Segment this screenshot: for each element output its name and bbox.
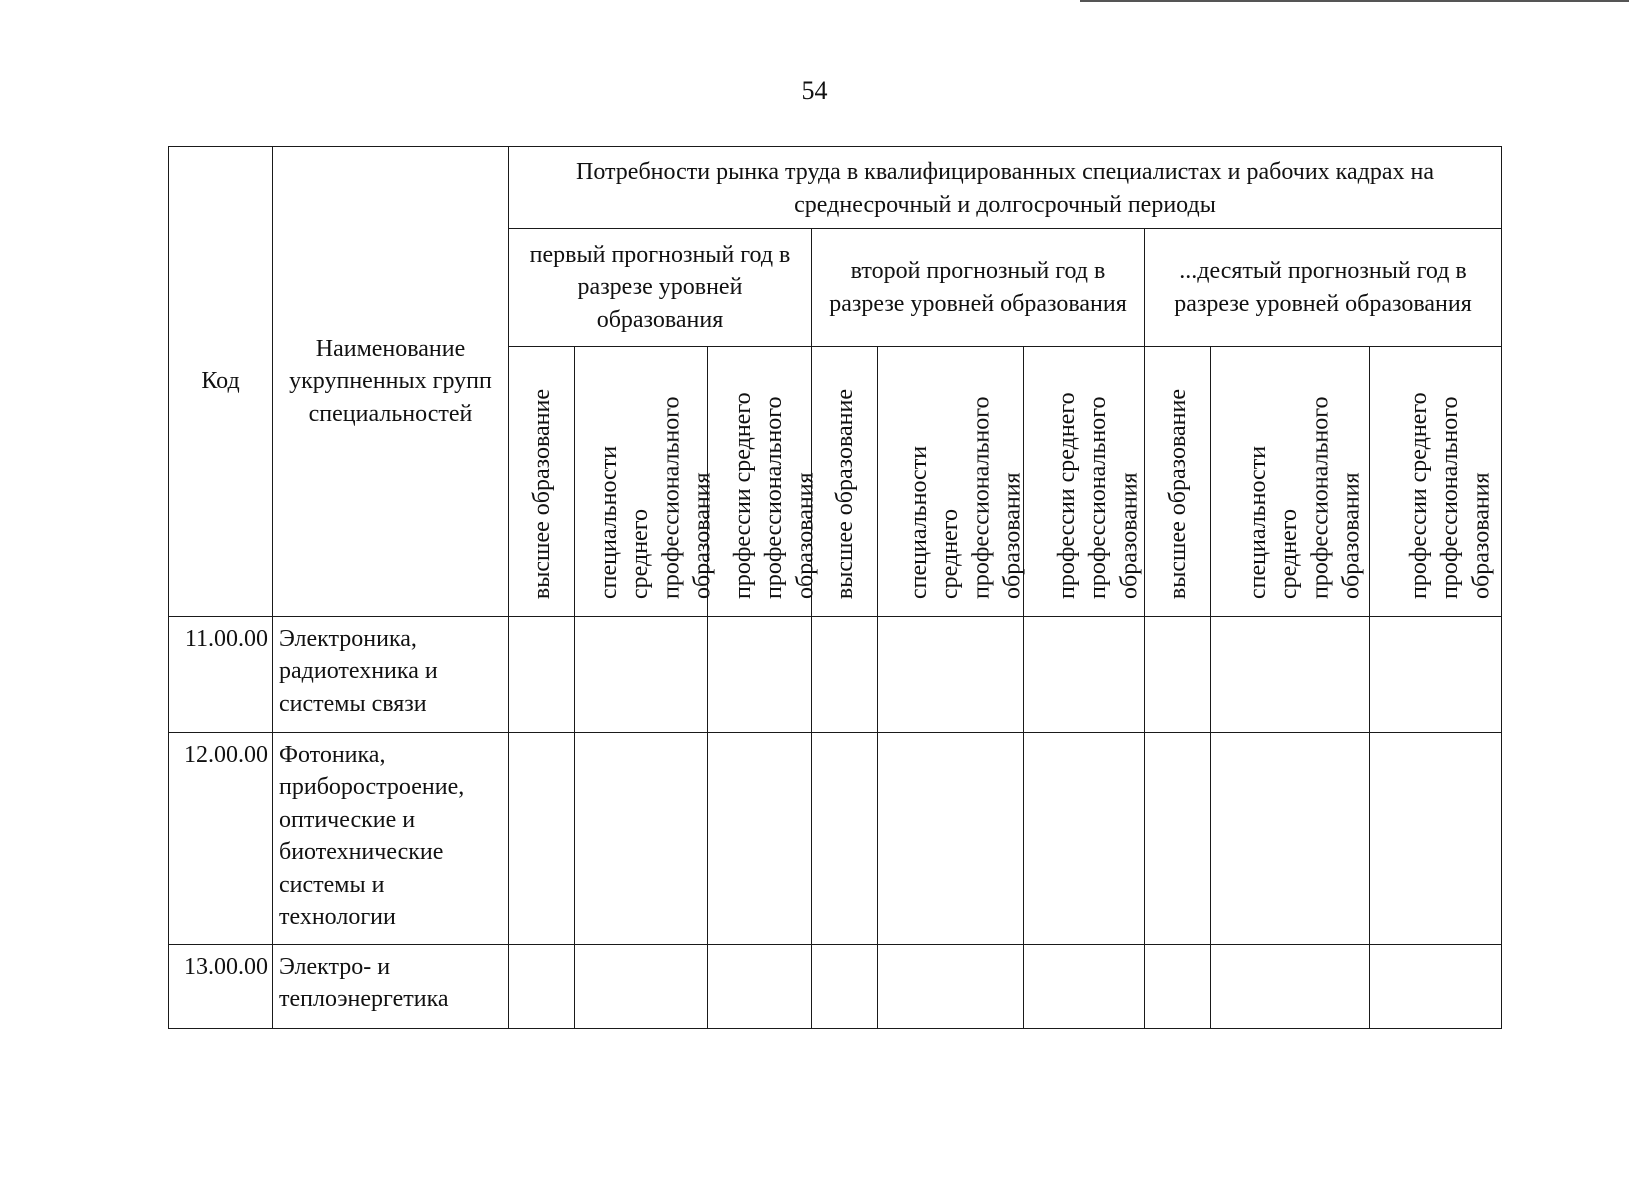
page-number: 54 [801, 76, 828, 105]
table-row [169, 617, 1502, 733]
data-cell [1370, 733, 1502, 945]
level-label: профессии среднего профессионального образования [729, 392, 818, 599]
data-cell [708, 945, 812, 1029]
data-cell [878, 945, 1024, 1029]
header-year-first: первый прогнозный год в разрезе уровней образования [509, 229, 812, 347]
labor-needs-table [168, 146, 1502, 1029]
data-cell [575, 617, 708, 733]
data-cell [1370, 945, 1502, 1029]
data-cell [878, 617, 1024, 733]
row-code: 11.00.00 [169, 617, 273, 733]
header-level-higher [1145, 347, 1211, 617]
scan-edge-line [1080, 0, 1629, 2]
data-cell [1024, 617, 1145, 733]
data-cell [1145, 733, 1211, 945]
level-label: специальности среднего профессионального образования [905, 396, 1026, 599]
header-year-second: второй прогнозный год в разрезе уровней образования [812, 229, 1145, 347]
data-cell [1145, 945, 1211, 1029]
level-label: профессии среднего профессионального образования [1405, 392, 1494, 599]
level-label: высшее образование [528, 388, 555, 599]
header-year-tenth: ...десятый прогнозный год в разрезе уровней образования [1145, 229, 1502, 347]
data-cell [1370, 617, 1502, 733]
header-labor-needs: Потребности рынка труда в квалифицированных специалистах и рабочих кадрах на среднесрочный и долгосрочный периоды [509, 147, 1502, 229]
row-group-name: Электроника, радиотехника и системы связи [273, 617, 509, 733]
level-label: специальности среднего профессионального образования [1245, 396, 1365, 599]
header-code: Код [169, 147, 273, 617]
data-cell [812, 733, 878, 945]
data-cell [1145, 617, 1211, 733]
data-cell [575, 945, 708, 1029]
header-level-higher [509, 347, 575, 617]
data-cell [1024, 945, 1145, 1029]
data-cell [1024, 733, 1145, 945]
data-cell [1211, 945, 1370, 1029]
data-cell [1211, 617, 1370, 733]
header-level-spo-specialties [878, 347, 1024, 617]
row-group-name: Фотоника, приборостроение, оптические и биотехнические системы и технологии [273, 733, 509, 945]
row-code: 12.00.00 [169, 733, 273, 945]
data-cell [509, 617, 575, 733]
header-level-spo-professions [1370, 347, 1502, 617]
data-cell [812, 617, 878, 733]
level-label: профессии среднего профессионального образования [1054, 392, 1143, 599]
level-label: специальности среднего профессионального образования [596, 396, 716, 599]
header-level-spo-professions [1024, 347, 1145, 617]
header-level-spo-specialties [575, 347, 716, 617]
data-cell [575, 733, 708, 945]
table-row [169, 945, 1502, 1029]
header-level-spo-professions [708, 347, 818, 617]
data-cell [812, 945, 878, 1029]
data-cell [708, 617, 812, 733]
level-label: высшее образование [1164, 388, 1191, 599]
row-code: 13.00.00 [169, 945, 273, 1029]
data-cell [1211, 733, 1370, 945]
row-group-name: Электро- и теплоэнергетика [273, 945, 509, 1029]
data-cell [509, 945, 575, 1029]
header-group-name: Наименование укрупненных групп специальностей [273, 147, 509, 617]
data-cell [708, 733, 812, 945]
level-label: высшее образование [831, 388, 858, 599]
header-level-spo-specialties [1211, 347, 1370, 617]
data-cell [878, 733, 1024, 945]
data-cell [509, 733, 575, 945]
table-row [169, 733, 1502, 945]
